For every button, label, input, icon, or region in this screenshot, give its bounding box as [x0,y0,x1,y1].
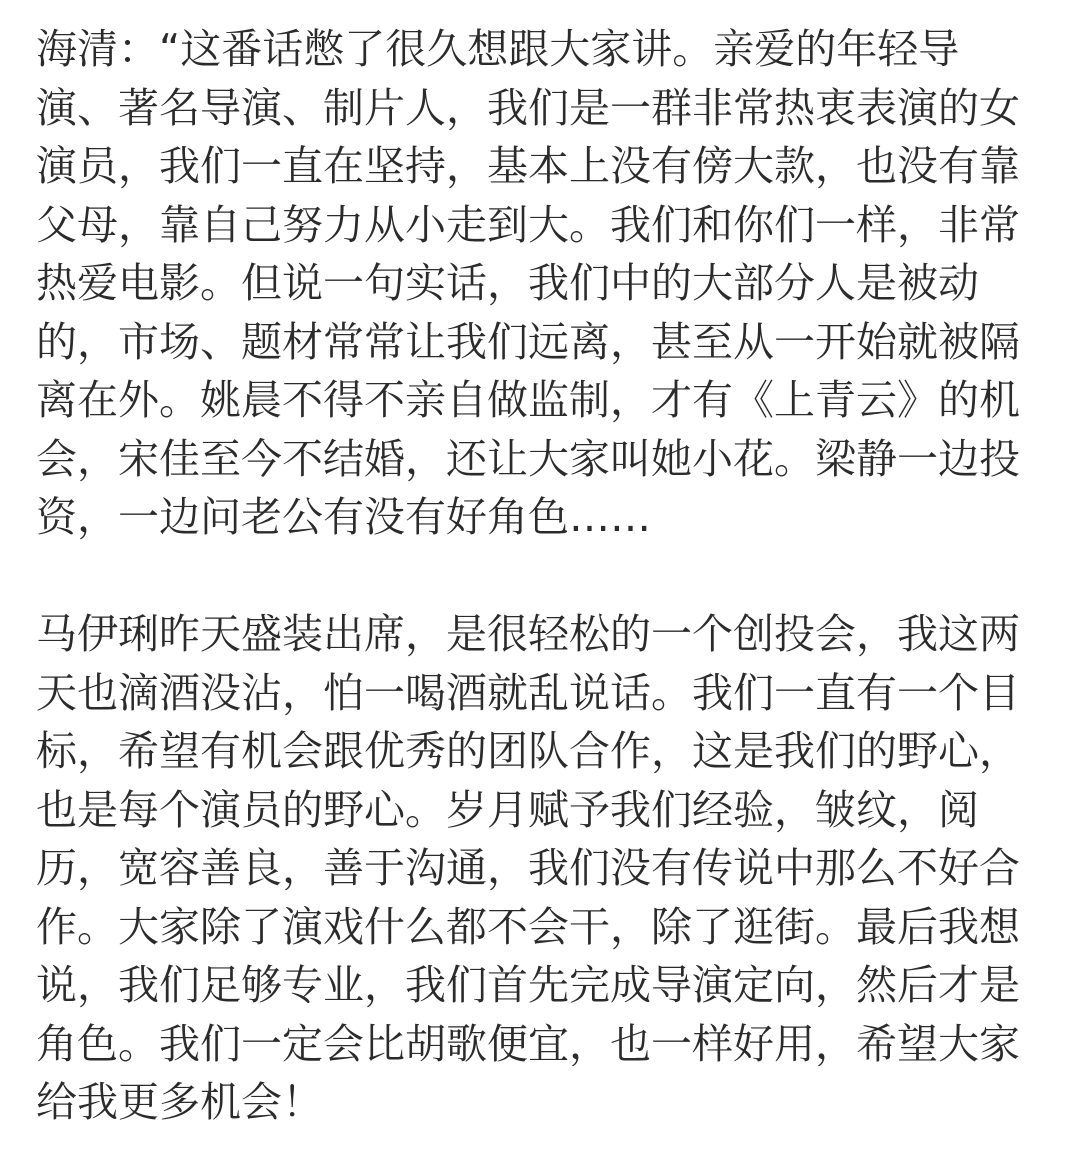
document-body [36,20,1046,1132]
text-line: 马伊琍昨天盛装出席，是很轻松的一个创投会，我这两 [36,610,1020,658]
text-line: 标，希望有机会跟优秀的团队合作，这是我们的野心， [36,727,1020,775]
text-line: 历，宽容善良，善于沟通，我们没有传说中那么不好合 [36,844,1020,892]
text-line: 给我更多机会！ [36,1078,323,1126]
paragraph-1 [36,20,1046,547]
text-line: 角色。我们一定会比胡歌便宜，也一样好用，希望大家 [36,1019,1020,1068]
text-line: 资，一边问老公有没有好角色…… [36,493,651,541]
text-line: 作。大家除了演戏什么都不会干，除了逛街。最后我想 [36,902,1020,951]
text-line: 热爱电影。但说一句实话，我们中的大部分人是被动 [36,259,979,307]
text-line: 说，我们足够专业，我们首先完成导演定向，然后才是 [36,961,1020,1009]
text-line: 会，宋佳至今不结婚，还让大家叫她小花。梁静一边投 [36,434,1020,483]
text-line: 也是每个演员的野心。岁月赋予我们经验，皱纹，阅 [36,785,979,834]
paragraph-2 [36,605,1046,1132]
text-line: 的，市场、题材常常让我们远离，甚至从一开始就被隔 [36,317,1020,366]
text-line: 天也滴酒没沾，怕一喝酒就乱说话。我们一直有一个目 [36,668,1020,717]
text-line: 父母，靠自己努力从小走到大。我们和你们一样，非常 [36,200,1020,249]
text-line: 演员，我们一直在坚持，基本上没有傍大款，也没有靠 [36,142,1020,190]
text-line: 演、著名导演、制片人，我们是一群非常热衷表演的女 [36,83,1020,132]
paragraph-spacer [36,547,1046,606]
text-line: 离在外。姚晨不得不亲自做监制，才有《上青云》的机 [36,376,1020,424]
text-line: 海清：“这番话憋了很久想跟大家讲。亲爱的年轻导 [36,25,960,73]
